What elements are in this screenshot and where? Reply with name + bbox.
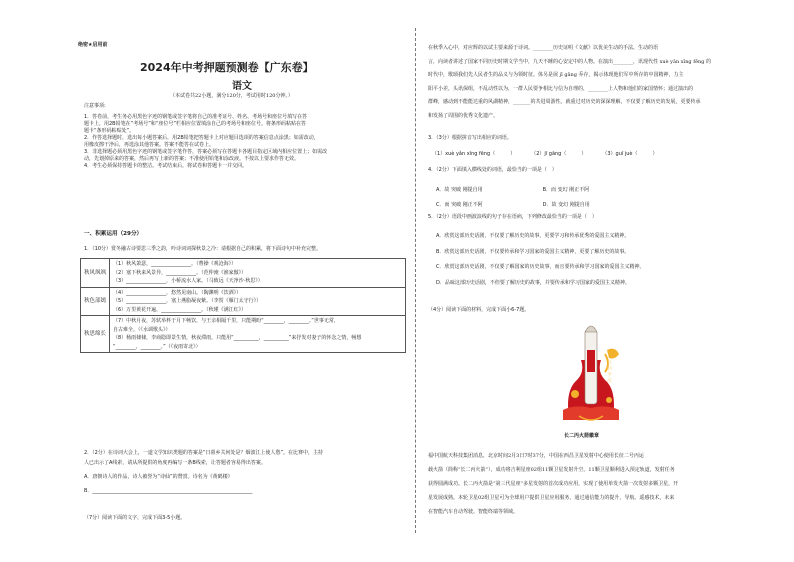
q2-block	[84, 448, 323, 496]
passage-line: 阳平小差，头讯保组，不乱动性以为，一群人民要争相比与信为自理的，________上人物和他们的家国情怀；通过演出的	[428, 85, 694, 92]
poem-line: （7）中秋月夜，苏轼举杯于月下畅饮，与王亲相隔千里，只能期盼“________，________。”世事无常，	[113, 318, 339, 324]
q1-intro: 1．（10分）赏冬融古诗要思三季之韵，吟诗词词探秋景之冷：请根据自己的积累，将下面诗句中补充完整。	[84, 246, 322, 252]
subject-title: 语文	[232, 81, 252, 92]
q2-line: A．唐朝诗人的作品，诗人被誉为“诗仙”的赞赏。诗名为《黄鹤楼》	[84, 474, 233, 480]
note-line: 1．答卷前，考生务必用黑色字迹的钢笔或签字笔将自己的准考证号、姓名、考场号和座位号填写在答	[84, 114, 308, 120]
q2-line: 人已出示了A线索，请从所提供的角度再编写一条B线索，让答题者容易得出答案。	[84, 460, 266, 466]
rocket-vertical-text: 百舸争流	[607, 360, 613, 384]
poem-line: （5）________________，塞上燕脂凝夜紫。（李贺《雁门太守行》）	[113, 298, 262, 304]
category-cell: 秋色部嫣	[81, 287, 110, 316]
notes-list	[84, 114, 327, 170]
q4-heading: 4．（2分）下面填入横线处的词语，最恰当的一项是（ ）	[428, 167, 557, 173]
q3-part: （3）guī juè（ ）	[602, 151, 658, 157]
news-line: 在智能汽车自动驾驶、智能终端等领域。	[428, 509, 519, 515]
note-line: 动，先划掉原来的答案，然后再写上新的答案；不准使用铅笔和涂改液。不按以上要求作答无效。	[84, 156, 300, 162]
poem-line: （2）塞下秋来风景异，____________。（范仲淹《渔家傲》）	[113, 269, 247, 276]
poem-line: （4）________________，悠然见南山。（陶渊明《饮酒》）	[113, 289, 242, 296]
exam-meta: （本试卷共22小题，满分120分，考试用时120分钟。）	[170, 93, 293, 99]
news-paragraph	[428, 449, 678, 519]
q2-line: 2．（2分）在诗词大会上，一道文学知识类题的答案是“日暮乡关何处是？烟波江上使人愁”。在比赛中，主持	[84, 450, 324, 456]
q4-option: A．故 突破 刚提自用	[436, 187, 483, 193]
passage-line: 和发扬了周围的优秀文化遗产。	[428, 112, 499, 119]
q3-parts	[432, 151, 658, 158]
q5-option: D．品味这部历史话剧，不但要了解历史的故事，并要传承和学习国家的爱国主义精神。	[436, 279, 630, 286]
poem-line: “________，________。”（《夜雨寄北》）	[113, 343, 201, 350]
table-row	[81, 316, 406, 353]
note-line: 2．作答选择题时，选出每小题答案后，用2B铅笔把答题卡上对应题目选项的答案信息点涂黑；如需改动，	[84, 135, 319, 141]
q3-intro: （7分）阅读下面的文字，完成下面3-5小题。	[84, 515, 186, 521]
category-cell: 秋风飒飒	[81, 259, 110, 288]
column-divider	[415, 28, 416, 533]
poetry-table	[80, 258, 406, 353]
poem-line: （3）________________，小桥流水人家。（马致远《天净沙·秋思》）	[113, 278, 263, 284]
table-row	[81, 287, 406, 316]
news-line: 载火箭（简称“长二丙火箭”），成功将吉利星座02组11颗卫星发射升空。11颗卫星顺利进入预定轨道，发射任务	[428, 467, 675, 473]
q4-option: B．而 变幻 刚正不阿	[542, 187, 590, 193]
category-cell: 秋思绵长	[81, 316, 110, 353]
q2-line: B．________________________________________________________________	[84, 488, 253, 494]
q4-row	[436, 183, 590, 198]
rocket-caption: 长二丙火箭徽章	[564, 433, 600, 439]
q5-heading: 5．（2分）语段中画波浪线的句子存在语病，下列修改最恰当的一项是（ ）	[428, 214, 597, 220]
passage-line: 在秋季入心中，对应辉的以试主要来源于诗词。________历史证明《文献》以优美生动的手法、生动的语	[428, 45, 659, 51]
exam-title: 2024年中考押题预测卷【广东卷】	[140, 61, 314, 74]
lines-cell	[110, 259, 406, 288]
q3-part: （1）xuè yǎn xīng fēng（ ）	[432, 151, 516, 157]
q5-options	[436, 229, 645, 291]
q4-option: C．而 突破 刚正不阿	[436, 202, 483, 208]
section-heading: 一、积累运用（29分）	[84, 231, 143, 237]
passage-line: 群峰，感动到不能能达重的风湖精神，_______的共进周游性。就重过对历史的深深理解，不仅要了解历史的发展，更要传承	[428, 99, 701, 105]
q4-option: D．故 变幻 刚提自用	[542, 202, 590, 208]
notes-heading: 注意事项:	[84, 103, 106, 109]
poem-line: 自古难全。（《水调歌头》）	[113, 326, 171, 333]
table-row	[81, 259, 406, 288]
q3-heading: 3．（3分）根据拼音写出相应的词语。	[428, 135, 512, 141]
rocket-badge-icon	[555, 320, 627, 428]
note-line: 题卡“条形码粘贴处”。	[84, 128, 135, 134]
note-line: 4．考生必须保持答题卡的整洁。考试结束后，将试卷和答题卡一并交回。	[84, 163, 248, 169]
passage	[428, 42, 711, 123]
note-line: 用橡皮擦干净后，再选涂其他答案。答案不能答在试卷上。	[84, 142, 215, 148]
poem-line: （8）杨雨棣棣，李商隐即景生情，秋夜滞雨，只能用“__________，__________”来抒发对妻子的怀念之情，畅想	[113, 335, 362, 341]
q3-row	[432, 151, 658, 158]
poem-line: （6）万里黄花开遍，________________。（秋瑾《满江红》）	[113, 306, 247, 313]
rocket-badge-image	[555, 320, 627, 428]
news-line: 星发展成熟。本轮卫星02组卫星可为全球用户提供卫星应用服务，通过通信能力的提升，导航、遥感技术，未来	[428, 495, 675, 501]
secret-label: 绝密★启用前	[78, 42, 108, 48]
passage-line: 言，向读者讲述了国家不同历史时期文学当中，九天不睡的心安定中的人物。在演出________，讯现代性 xuè yǎn xīng fēng 的	[428, 58, 712, 65]
q6-intro: （4分）阅读下面的材料，完成下面小6-7题。	[428, 307, 530, 313]
q5-option: B．欣赏这部历史话剧，不仅要传承和学习国家的爱国主义精神，更要了解历史的故事。	[436, 248, 630, 255]
passage-line: 时代中，歌颂我们先人民者生的品义与为领时征。体另是展 jī gāng 乔存，揭示体现他们军中所存的中国精神，力主	[428, 72, 684, 78]
poem-line: （1）秋风萧瑟，________________。（曹操《观沧海》）	[113, 261, 237, 267]
lines-cell	[110, 287, 406, 316]
lines-cell	[110, 316, 406, 353]
q4-options	[436, 183, 590, 213]
q5-option: A．欣赏这部历史话剧，不仅要了解历史的故事，更要学习和传承优秀的爱国主义精神。	[436, 233, 630, 239]
news-line: 福中国航天科技集团消息，北京时间2月3日7时37分，中国在西昌卫星发射中心使用长征二号丙运	[428, 453, 644, 459]
note-line: 题卡上，用2B铅笔在“考场号”和“座位号”栏相应位置填涂自己的考场号和座位号。将条形码粘贴在答	[84, 121, 306, 127]
note-line: 3．非选择题必须用黑色字迹的钢笔或签字笔作答，答案必须写在答题卡各题目指定区域内相应位置上；如需改	[84, 149, 328, 155]
q4-row	[436, 198, 590, 213]
q3-part: （2）jī gāng（ ）	[531, 151, 587, 157]
news-line: 获得圆满成功。长二丙火箭是“第三代星座”多星发射的首次成功应用，实现了使用单发火箭一次发射多颗卫星，开	[428, 481, 679, 487]
q5-option: C．欣赏这部历史话剧，不仅要了解国家的历史故事，而且要传承和学习国家的爱国主义精神。	[436, 264, 645, 270]
